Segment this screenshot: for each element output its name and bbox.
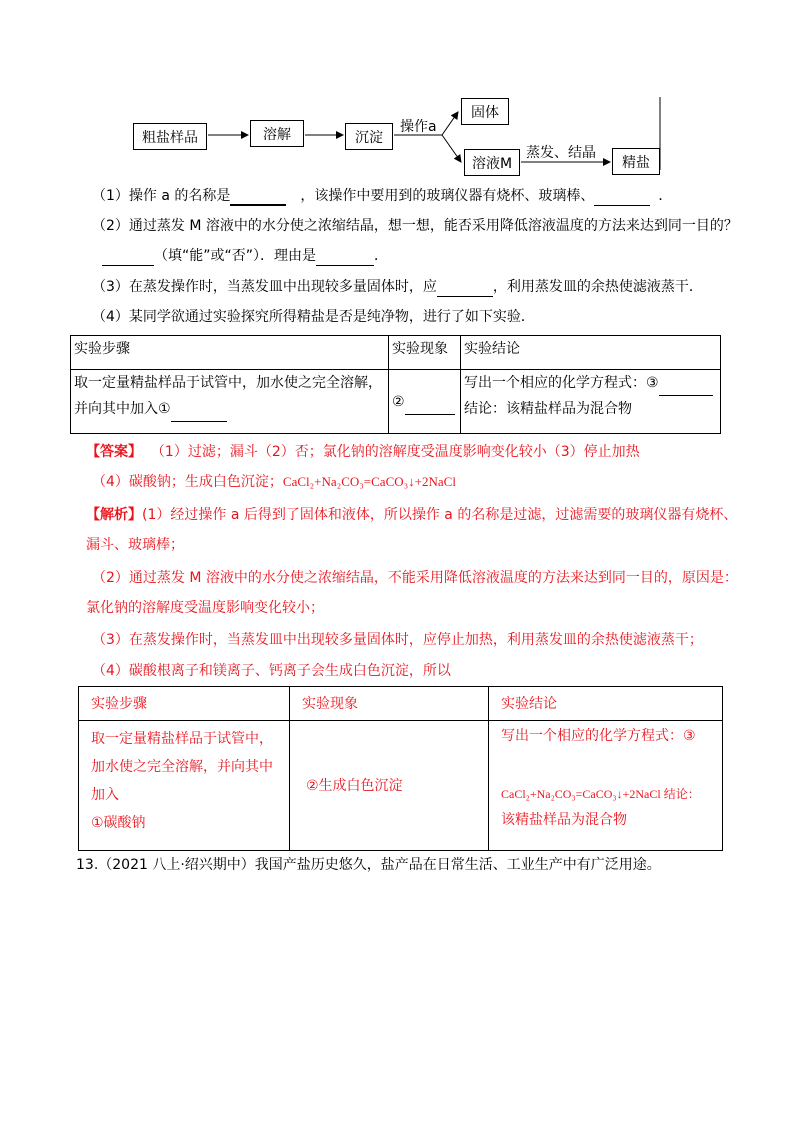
- answer-blank: [230, 188, 286, 206]
- answer-line-1: 【答案】 （1）过滤；漏斗（2）否；氯化钠的溶解度受温度影响变化较小（3）停止加热: [86, 444, 640, 460]
- answer-line-2: （4）碳酸钠；生成白色沉淀；CaCl₂+Na₂CO₃=CaCO₃↓+2NaCl: [92, 474, 456, 490]
- table-header: 实验步骤: [71, 336, 389, 370]
- label-operation-a: 操作a: [400, 119, 437, 135]
- analysis-line-5: （3）在蒸发操作时，当蒸发皿中出现较多量固体时，应停止加热，利用蒸发皿的余热使滤液蒸干；: [92, 632, 703, 648]
- box-solid: 固体: [461, 98, 509, 125]
- flowchart-arrows: [0, 0, 793, 200]
- answer-label: 【答案】: [86, 444, 142, 460]
- table-header: 实验现象: [389, 336, 461, 370]
- table-cell-conclusion: 写出一个相应的化学方程式：③ CaCl₂+Na₂CO₃=CaCO₃↓+2NaCl 结论： 该精盐样品为混合物: [489, 721, 723, 851]
- answer-blank: [102, 249, 154, 266]
- label-evaporate: 蒸发、结晶: [526, 145, 596, 161]
- box-solution-m: 溶液M: [464, 149, 520, 176]
- analysis-line-4: 氯化钠的溶解度受温度影响变化较小；: [86, 600, 324, 616]
- answer-table: [78, 686, 723, 851]
- question-1: （1）操作 a 的名称是 ，该操作中要用到的玻璃仪器有烧杯、玻璃棒、 ．: [92, 188, 673, 204]
- answer-equation: CaCl₂+Na₂CO₃=CaCO₃↓+2NaCl: [282, 474, 456, 489]
- analysis-line-2: 漏斗、玻璃棒；: [86, 537, 184, 553]
- answer-blank: [594, 189, 650, 206]
- answer-blank: [405, 398, 455, 415]
- analysis-line-6: （4）碳酸根离子和镁离子、钙离子会生成白色沉淀，所以: [92, 663, 451, 679]
- table-cell-step: 取一定量精盐样品于试管中， 加水使之完全溶解，并向其中 加入 ①碳酸钠: [79, 721, 290, 851]
- answer-blank: [316, 249, 374, 266]
- table-header: 实验步骤: [79, 687, 290, 721]
- answer-blank: [437, 280, 493, 297]
- table-header: 实验结论: [489, 687, 723, 721]
- table-cell-phenomenon: ②: [389, 370, 461, 434]
- question-13: 13.（2021 八上·绍兴期中）我国产盐历史悠久，盐产品在日常生活、工业生产中有广泛用途。: [76, 857, 661, 873]
- question-4: （4）某同学欲通过实验探究所得精盐是否是纯净物，进行了如下实验．: [92, 309, 535, 325]
- table-header: 实验现象: [290, 687, 489, 721]
- box-refined-salt: 精盐: [612, 148, 660, 175]
- table-cell-step: 取一定量精盐样品于试管中，加水使之完全溶解， 并向其中加入①: [71, 370, 389, 434]
- experiment-table: [70, 335, 721, 434]
- answer-blank: [659, 379, 713, 396]
- box-precipitate: 沉淀: [345, 123, 393, 150]
- box-sample: 粗盐样品: [133, 123, 207, 150]
- answer-blank: [171, 405, 227, 422]
- table-cell-phenomenon: ②生成白色沉淀: [290, 721, 489, 851]
- question-2-line2: （填“能”或“否”）．理由是 ．: [102, 246, 388, 266]
- box-dissolve: 溶解: [250, 120, 304, 147]
- question-2-line1: （2）通过蒸发 M 溶液中的水分使之浓缩结晶，想一想，能否采用降低溶液温度的方法来达到同一目的？: [92, 218, 738, 234]
- analysis-line-3: （2）通过蒸发 M 溶液中的水分使之浓缩结晶，不能采用降低溶液温度的方法来达到同一目的，原因是：: [92, 570, 738, 586]
- table-header: 实验结论: [461, 336, 721, 370]
- question-3: （3）在蒸发操作时，当蒸发皿中出现较多量固体时，应 ，利用蒸发皿的余热使滤液蒸干．: [92, 279, 703, 295]
- analysis-label: 【解析】: [86, 507, 142, 523]
- analysis-line-1: 【解析】(1）经过操作 a 后得到了固体和液体，所以操作 a 的名称是过滤，过滤需要的玻璃仪器有烧杯、: [86, 507, 738, 523]
- table-cell-conclusion: 写出一个相应的化学方程式：③ 结论：该精盐样品为混合物: [461, 370, 721, 434]
